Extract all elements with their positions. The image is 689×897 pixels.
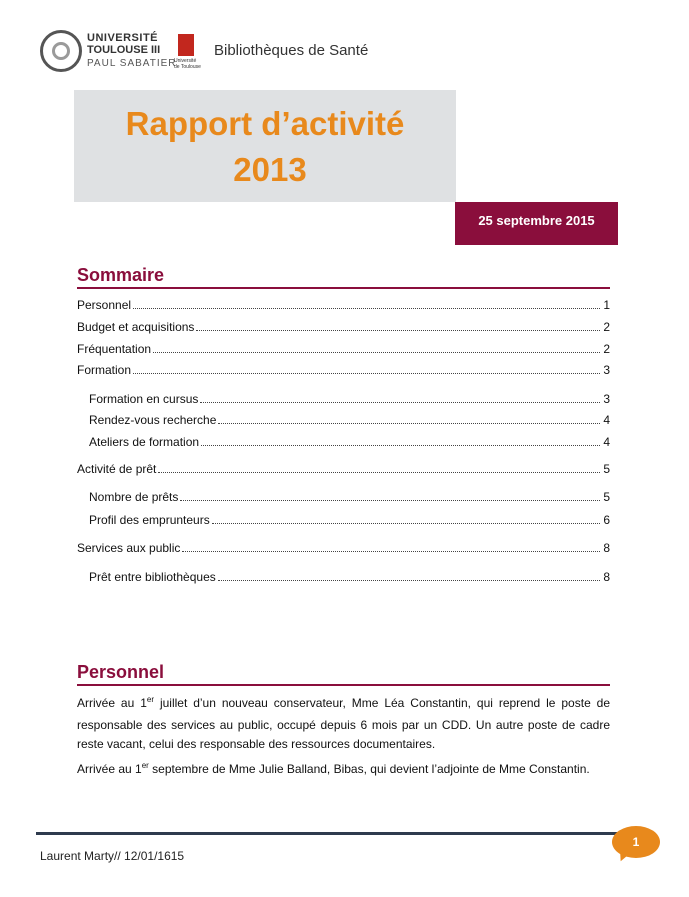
toc-entry-page: 2 [603, 342, 610, 356]
toc-entry-label: Profil des emprunteurs [89, 513, 210, 527]
toc-entry-page: 8 [603, 570, 610, 584]
toc-entry-profil[interactable] [89, 511, 610, 527]
personnel-p1-line2: responsable des services au public, occupé depuis 6 mois par un CDD. Un autre poste de cadre [77, 718, 610, 732]
personnel-paragraph-2: Arrivée au 1er septembre de Mme Julie Balland, Bibas, qui devient l’adjointe de Mme Constantin. [77, 761, 590, 776]
personnel-p1-line3: reste vacant, celui des responsable des ressources documentaires. [77, 737, 436, 751]
toc-entry-rendez-vous[interactable] [89, 411, 610, 427]
toc-entry-personnel[interactable] [77, 296, 610, 312]
library-name: Bibliothèques de Santé [214, 42, 369, 59]
footer-rule [36, 832, 640, 835]
page-number-badge: 1 [612, 826, 660, 858]
toc-heading: Sommaire [77, 265, 165, 285]
toc-entry-label: Personnel [77, 298, 132, 312]
toc-entry-budget[interactable] [77, 318, 610, 334]
personnel-p1-line1: Arrivée au 1er juillet d’un nouveau conservateur, Mme Léa Constantin, qui reprend le poste de [77, 695, 611, 710]
toc-entry-peb[interactable] [89, 568, 610, 584]
toc-entry-page: 1 [603, 298, 610, 312]
toc-entry-page: 3 [603, 363, 610, 377]
report-date: 25 septembre 2015 [455, 202, 618, 245]
toc-entry-label: Activité de prêt [77, 462, 157, 476]
toc-entry-page: 8 [603, 541, 610, 555]
toulouse-mark-icon [178, 34, 194, 56]
university-logo [40, 30, 200, 76]
toc-entry-activite-pret[interactable] [77, 460, 610, 476]
toc-entry-label: Rendez-vous recherche [89, 413, 217, 427]
personnel-heading: Personnel [77, 662, 165, 682]
toc-entry-label: Budget et acquisitions [77, 320, 195, 334]
logo-text-line1: UNIVERSITÉ [87, 32, 159, 44]
toc-entry-formation[interactable] [77, 361, 610, 377]
toc-entry-page: 4 [603, 435, 610, 449]
toc-entry-label: Services aux public [77, 541, 181, 555]
toc-entry-ateliers[interactable] [89, 433, 610, 449]
logo-text-line3: PAUL SABATIER [87, 58, 177, 69]
personnel-heading-rule [77, 684, 610, 686]
logo-mark-text: Université de Toulouse [174, 58, 201, 70]
toc-entry-label: Prêt entre bibliothèques [89, 570, 216, 584]
report-title: Rapport d’activité [125, 105, 405, 142]
toc-entry-page: 6 [603, 513, 610, 527]
footer-author: Laurent Marty// 12/01/1615 [40, 849, 185, 863]
toc-heading-rule [77, 287, 610, 289]
toc-entry-label: Ateliers de formation [89, 435, 200, 449]
toc-entry-page: 5 [603, 490, 610, 504]
toc-entry-page: 3 [603, 392, 610, 406]
toc-entry-formation-cursus[interactable] [89, 390, 610, 406]
toc-entry-page: 4 [603, 413, 610, 427]
toc-entry-label: Formation [77, 363, 132, 377]
toc-entry-label: Nombre de prêts [89, 490, 179, 504]
toc-entry-label: Fréquentation [77, 342, 152, 356]
toc-entry-frequentation[interactable] [77, 340, 610, 356]
report-title-box [74, 90, 456, 202]
report-year: 2013 [233, 151, 307, 188]
toc-entry-page: 2 [603, 320, 610, 334]
toc-entry-nombre-prets[interactable] [89, 488, 610, 504]
toc-entry-label: Formation en cursus [89, 392, 199, 406]
toc-entry-page: 5 [603, 462, 610, 476]
toc-entry-services[interactable] [77, 539, 610, 555]
logo-text-line2: TOULOUSE III [87, 44, 161, 56]
personnel-paragraph-1 [77, 689, 610, 736]
university-emblem-icon [40, 30, 82, 72]
